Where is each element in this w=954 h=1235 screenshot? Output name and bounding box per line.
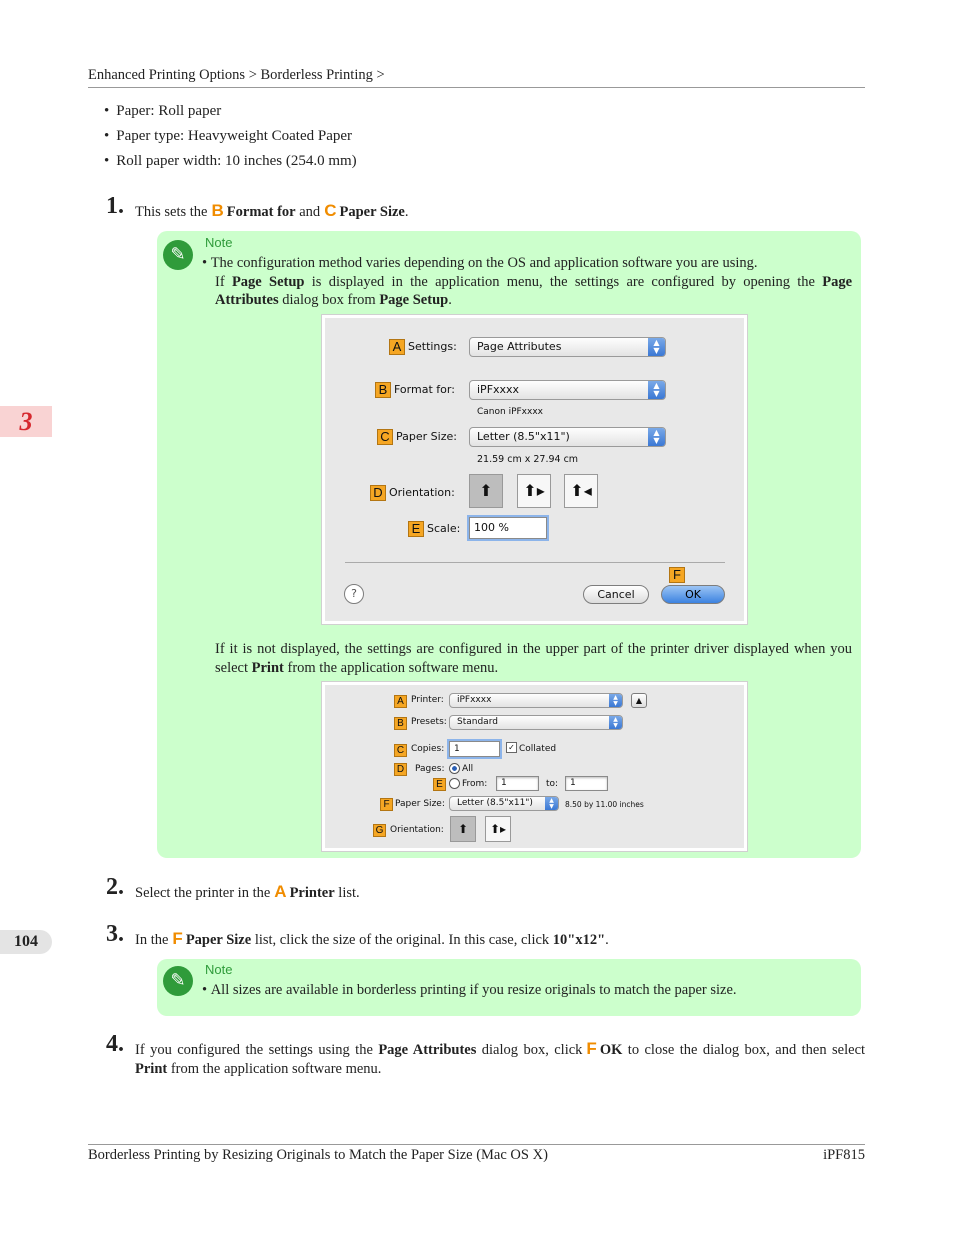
label-f: F [380,798,393,811]
step-number: 3. [106,921,124,947]
scale-label: Scale: [427,522,461,535]
paper-size-label: Paper Size: [396,430,457,443]
paper-size-label: Paper Size: [395,799,445,809]
popup-arrows-icon: ▲ ▼ [648,428,665,446]
header-rule [88,87,865,88]
format-sub: Canon iPFxxxx [477,407,543,417]
note-label: Note [205,235,233,250]
bullet-list [104,99,357,174]
all-label: All [462,764,474,774]
note-text: • The configuration method varies depending on the OS and application software you are using. If Page Setup is displayed in the application menu, the settings are configured by opening the Page Attributes dialog box from Page Setup. [202,255,853,308]
popup-arrows-icon: ▲ ▼ [609,694,622,707]
settings-popup[interactable]: Page Attributes ▲ ▼ [469,337,666,357]
copies-label: Copies: [411,744,445,754]
label-d: D [370,485,386,501]
label-b: B [394,717,407,730]
paper-size-popup[interactable]: Letter (8.5"x11") ▲ ▼ [449,796,559,811]
expand-button[interactable]: ▲ [631,693,647,708]
paper-size-popup[interactable]: Letter (8.5"x11") ▲ ▼ [469,427,666,447]
help-button[interactable]: ? [344,584,364,604]
label-a: A [389,339,405,355]
step-text: This sets the B Format for and C Paper Size. [135,201,409,220]
note-text: • All sizes are available in borderless printing if you resize originals to match the paper size. [202,982,737,998]
note-text-2: If it is not displayed, the settings are configured in the upper part of the printer driver displayed when you select Print from the application software menu. [215,641,852,676]
from-label: From: [462,779,488,789]
list-item: • Roll paper width: 10 inches (254.0 mm) [104,149,357,174]
list-item: • Paper type: Heavyweight Coated Paper [104,124,357,149]
ok-button[interactable]: OK [661,585,725,604]
paper-size-sub: 8.50 by 11.00 inches [565,800,644,809]
popup-arrows-icon: ▲ ▼ [648,338,665,356]
label-a: A [274,882,287,901]
label-d: D [394,763,407,776]
to-input[interactable]: 1 [565,776,608,791]
from-input[interactable]: 1 [496,776,539,791]
label-f: F [172,929,183,948]
footer-title: Borderless Printing by Resizing Originals to Match the Paper Size (Mac OS X) [88,1147,548,1163]
portrait-button[interactable]: ⬆ [450,816,476,842]
step-text: If you configured the settings using the Page Attributes dialog box, click F OK to close the dialog box, and then select Print from the application software menu. [135,1039,866,1077]
presets-popup[interactable]: Standard ▲ ▼ [449,715,623,730]
note-label: Note [205,962,233,977]
label-a: A [394,695,407,708]
copies-input[interactable]: 1 [449,741,500,757]
popup-arrows-icon: ▲ ▼ [609,716,622,729]
label-b: B [211,201,224,220]
label-c: C [324,201,337,220]
cancel-button[interactable]: Cancel [583,585,649,604]
page-attributes-dialog [322,315,747,624]
portrait-button[interactable]: ⬆ [469,474,503,508]
list-item: • Paper: Roll paper [104,99,357,124]
popup-arrows-icon: ▲ ▼ [545,797,558,810]
printer-popup[interactable]: iPFxxxx ▲ ▼ [449,693,623,708]
label-c: C [377,429,393,445]
label-g: G [373,824,386,837]
label-f: F [669,567,685,583]
presets-label: Presets: [411,717,447,727]
step-text: Select the printer in the A Printer list. [135,882,360,901]
landscape-button[interactable]: ⬆▸ [517,474,551,508]
step-number: 4. [106,1031,124,1057]
landscape-button[interactable]: ⬆▸ [485,816,511,842]
step-text: In the F Paper Size list, click the size of the original. In this case, click 10"x12". [135,929,609,948]
from-radio[interactable] [449,778,460,789]
label-b: B [375,382,391,398]
label-e: E [408,521,424,537]
format-popup[interactable]: iPFxxxx ▲ ▼ [469,380,666,400]
collated-checkbox[interactable]: ✓ [506,742,517,753]
paper-size-sub: 21.59 cm x 27.94 cm [477,454,579,465]
step-number: 1. [106,193,124,219]
landscape-reverse-button[interactable]: ⬆◂ [564,474,598,508]
scale-input[interactable]: 100 % [469,517,547,539]
divider [345,562,725,563]
pages-label: Pages: [415,764,445,774]
step-number: 2. [106,874,124,900]
breadcrumb: Enhanced Printing Options > Borderless Printing > [88,67,385,83]
orientation-label: Orientation: [390,825,444,835]
to-label: to: [546,779,559,789]
label-e: E [433,778,446,791]
collated-label: Collated [519,744,557,754]
settings-label: Settings: [408,340,457,353]
page-number: 104 [0,930,52,954]
footer-rule [88,1144,865,1145]
popup-arrows-icon: ▲ ▼ [648,381,665,399]
orientation-label: Orientation: [389,486,455,499]
label-c: C [394,744,407,757]
footer-model: iPF815 [823,1147,865,1163]
label-f: F [586,1039,597,1058]
format-label: Format for: [394,383,455,396]
printer-label: Printer: [411,695,444,705]
chapter-tab: 3 [0,406,52,437]
print-dialog [322,682,747,851]
all-radio[interactable] [449,763,460,774]
pencil-icon: ✎ [163,240,193,270]
pencil-icon: ✎ [163,966,193,996]
